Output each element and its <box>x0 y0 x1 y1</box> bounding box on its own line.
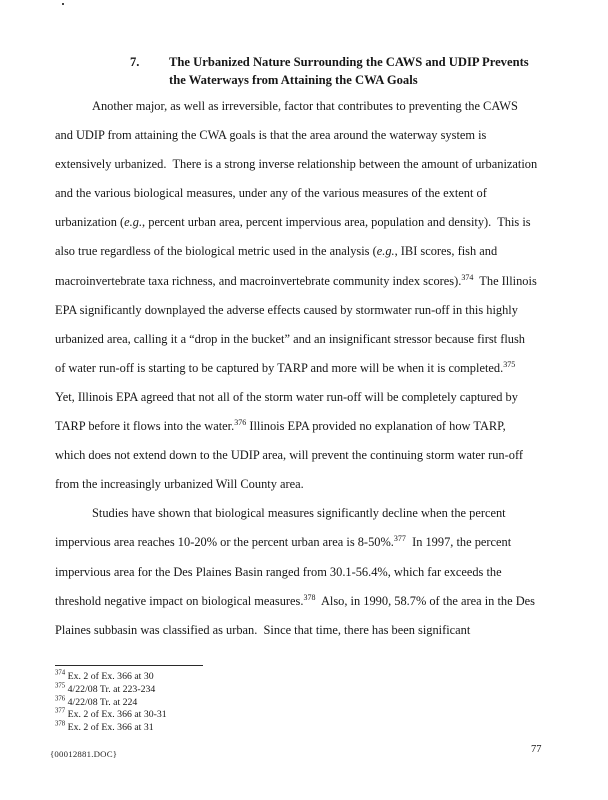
section-title <box>169 54 560 89</box>
body-text-segment: threshold negative impact on biological measures. <box>55 593 304 608</box>
body-text-segment: Also, in 1990, 58.7% of the area in the Des <box>315 593 535 608</box>
body-text-segment: and the various biological measures, under any of the various measures of the extent of <box>55 186 487 201</box>
body-text-segment: Yet, Illinois EPA agreed that not all of the storm water run-off will be completely captured by <box>55 389 518 404</box>
footnote-number: 377 <box>55 708 66 716</box>
body-line <box>55 296 570 325</box>
scan-artifact-dot <box>62 3 64 5</box>
footnote-item <box>55 671 167 684</box>
body-line <box>55 441 570 470</box>
body-line <box>55 354 570 383</box>
body-text-segment: In 1997, the percent <box>405 535 512 550</box>
footnote-ref: 377 <box>393 534 406 544</box>
body-text-segment: also true regardless of the biological metric used in the analysis ( <box>55 244 377 259</box>
section-title-line: the Waterways from Attaining the CWA Goals <box>169 72 418 87</box>
footnote-text: Ex. 2 of Ex. 366 at 30 <box>65 671 154 682</box>
body-line <box>55 558 570 587</box>
body-text-segment: e.g. <box>124 215 143 230</box>
body-text-segment: Illinois EPA provided no explanation of how TARP, <box>246 419 506 434</box>
body-line <box>55 237 570 266</box>
body-line <box>55 325 570 354</box>
footnote-number: 375 <box>55 682 66 690</box>
body-line <box>55 208 570 237</box>
body-text-segment: , IBI scores, fish and <box>394 244 498 259</box>
footnote-item <box>55 684 167 697</box>
body-line <box>55 499 570 528</box>
body-text-segment: from the increasingly urbanized Will County area. <box>55 477 304 492</box>
footnotes <box>55 671 167 735</box>
body-line <box>55 470 570 499</box>
footnote-number: 378 <box>55 720 66 728</box>
body-text-segment: impervious area reaches 10-20% or the percent urban area is 8-50%. <box>55 535 394 550</box>
body-line <box>55 412 570 441</box>
body-text-segment: TARP before it flows into the water. <box>55 419 235 434</box>
body-line <box>55 267 570 296</box>
body-line <box>55 150 570 179</box>
body-text-segment: e.g. <box>376 244 395 259</box>
body-text-segment: of water run-off is starting to be captured by TARP and more will be when it is completed. <box>55 360 504 375</box>
body-text-segment: urbanization ( <box>55 215 125 230</box>
body-text-segment: extensively urbanized. There is a strong inverse relationship between the amount of urbanization <box>55 157 538 172</box>
body-line <box>55 528 570 557</box>
footnote-text: Ex. 2 of Ex. 366 at 30-31 <box>65 709 167 721</box>
body-text-segment: The Illinois <box>473 273 537 288</box>
footnote-ref: 374 <box>461 272 474 282</box>
body-line <box>55 616 570 645</box>
body-text-segment: urbanized area, calling it a “drop in the bucket” and an insignificant stressor because first flush <box>55 331 525 346</box>
footnote-text: 4/22/08 Tr. at 223-234 <box>65 683 156 695</box>
body-text-segment: impervious area for the Des Plaines Basin ranged from 30.1-56.4%, which far exceeds the <box>55 564 502 579</box>
footnote-item <box>55 709 167 722</box>
body-text-segment: which does not extend down to the UDIP area, will prevent the continuing storm water run-off <box>55 448 523 463</box>
body-text <box>55 92 570 645</box>
body-text-segment: Another major, as well as irreversible, factor that contributes to preventing the CAWS <box>92 99 518 113</box>
footnote-ref: 375 <box>503 359 516 369</box>
section-number: 7. <box>130 55 140 69</box>
footnote-item <box>55 722 167 735</box>
footnote-text: 4/22/08 Tr. at 224 <box>65 696 138 708</box>
section-heading <box>130 54 560 89</box>
footnote-separator <box>55 665 203 666</box>
body-line <box>55 587 570 616</box>
footnote-item <box>55 697 167 710</box>
section-title-line: The Urbanized Nature Surrounding the CAWS and UDIP Prevents <box>169 55 529 69</box>
body-text-segment: Plaines subbasin was classified as urban. Since that time, there has been significant <box>55 622 471 637</box>
body-text-segment: macroinvertebrate taxa richness, and macroinvertebrate community index scores). <box>55 273 462 288</box>
body-text-segment: , percent urban area, percent impervious area, population and density). This is <box>142 215 531 230</box>
body-line <box>55 121 570 150</box>
body-line <box>55 92 570 121</box>
body-text-segment: EPA significantly downplayed the adverse effects caused by stormwater run-off in this highly <box>55 302 518 317</box>
body-line <box>55 179 570 208</box>
footnote-ref: 378 <box>303 592 316 602</box>
document-stamp: {00012881.DOC} <box>50 749 118 759</box>
footnote-number: 374 <box>55 669 66 677</box>
page-number: 77 <box>531 744 542 755</box>
footnote-text: Ex. 2 of Ex. 366 at 31 <box>65 722 154 734</box>
body-text-segment: and UDIP from attaining the CWA goals is that the area around the waterway system is <box>55 128 487 143</box>
footnote-ref: 376 <box>234 417 247 427</box>
body-line <box>55 383 570 412</box>
body-text-segment: Studies have shown that biological measures significantly decline when the percent <box>92 506 506 521</box>
footnote-number: 376 <box>55 695 66 703</box>
